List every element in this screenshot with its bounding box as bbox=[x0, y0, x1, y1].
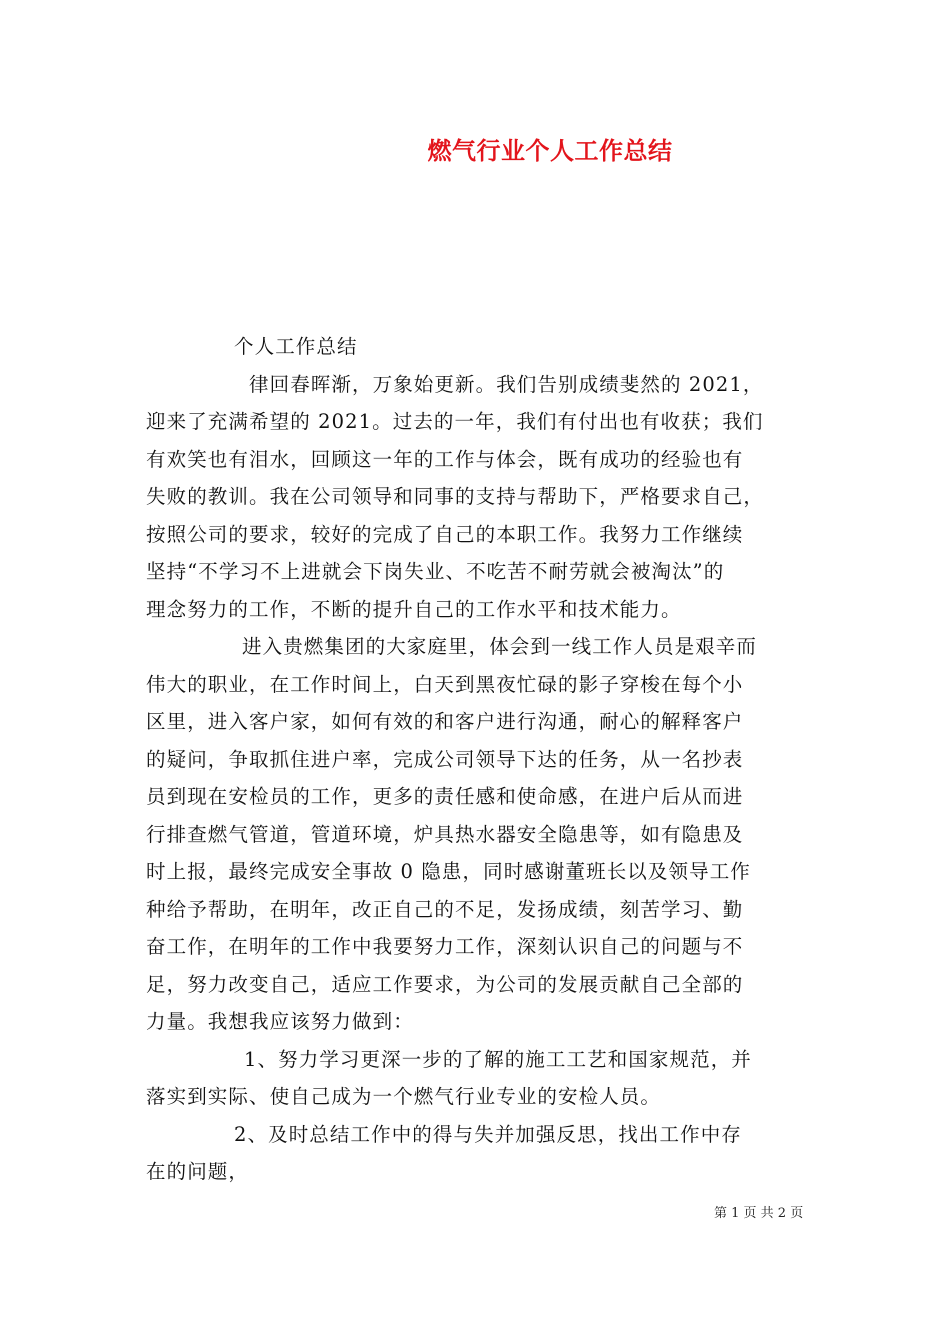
paragraph-line: 伟大的职业，在工作时间上，白天到黑夜忙碌的影子穿梭在每个小 bbox=[146, 672, 744, 696]
paragraph-line: 力量。我想我应该努力做到： bbox=[146, 1010, 414, 1033]
paragraph-line: 有欢笑也有泪水，回顾这一年的工作与体会，既有成功的经验也有 bbox=[146, 447, 744, 471]
paragraph-line: 失败的教训。我在公司领导和同事的支持与帮助下，严格要求自己， bbox=[146, 485, 765, 508]
document-body bbox=[146, 328, 806, 1191]
section-heading: 个人工作总结 bbox=[234, 335, 358, 358]
paragraph-2 bbox=[146, 628, 806, 1041]
list-item-2 bbox=[146, 1116, 806, 1191]
paragraph-line: 落实到实际、使自己成为一个燃气行业专业的安检人员。 bbox=[146, 1085, 662, 1108]
paragraph-line: 迎来了充满希望的 2021。过去的一年，我们有付出也有收获；我们 bbox=[146, 410, 764, 433]
document-title: 燃气行业个人工作总结 bbox=[427, 137, 673, 165]
paragraph-line: 1、努力学习更深一步的了解的施工工艺和国家规范，并 bbox=[244, 1047, 752, 1071]
paragraph-line: 足，努力改变自己，适应工作要求，为公司的发展贡献自己全部的 bbox=[146, 972, 744, 996]
paragraph-line: 区里，进入客户家，如何有效的和客户进行沟通，耐心的解释客户 bbox=[146, 710, 744, 733]
paragraph-line: 按照公司的要求，较好的完成了自己的本职工作。我努力工作继续 bbox=[146, 522, 744, 546]
paragraph-line: 奋工作，在明年的工作中我要努力工作，深刻认识自己的问题与不 bbox=[146, 935, 744, 958]
paragraph-line: 种给予帮助，在明年，改正自己的不足，发扬成绩，刻苦学习、勤 bbox=[146, 897, 744, 921]
paragraph-line: 时上报，最终完成安全事故 0 隐患，同时感谢董班长以及领导工作 bbox=[146, 860, 751, 883]
page-number-footer: 第 1 页 共 2 页 bbox=[714, 1206, 804, 1221]
paragraph-line: 2、及时总结工作中的得与失并加强反思，找出工作中存 bbox=[234, 1122, 742, 1146]
paragraph-line: 行排查燃气管道，管道环境，炉具热水器安全隐患等，如有隐患及 bbox=[146, 822, 744, 846]
paragraph-line: 员到现在安检员的工作，更多的责任感和使命感，在进户后从而进 bbox=[146, 785, 744, 808]
list-item-1 bbox=[146, 1041, 806, 1116]
paragraph-line: 在的问题， bbox=[146, 1160, 250, 1183]
paragraph-line: 律回春晖渐，万象始更新。我们告别成绩斐然的 2021， bbox=[249, 372, 764, 396]
paragraph-line: 坚持“不学习不上进就会下岗失业、不吃苦不耐劳就会被淘汰”的 bbox=[146, 560, 725, 583]
paragraph-1 bbox=[146, 366, 806, 629]
paragraph-line: 进入贵燃集团的大家庭里，体会到一线工作人员是艰辛而 bbox=[242, 635, 758, 658]
paragraph-line: 理念努力的工作，不断的提升自己的工作水平和技术能力。 bbox=[146, 597, 682, 621]
paragraph-line: 的疑问，争取抓住进户率，完成公司领导下达的任务，从一名抄表 bbox=[146, 747, 744, 771]
